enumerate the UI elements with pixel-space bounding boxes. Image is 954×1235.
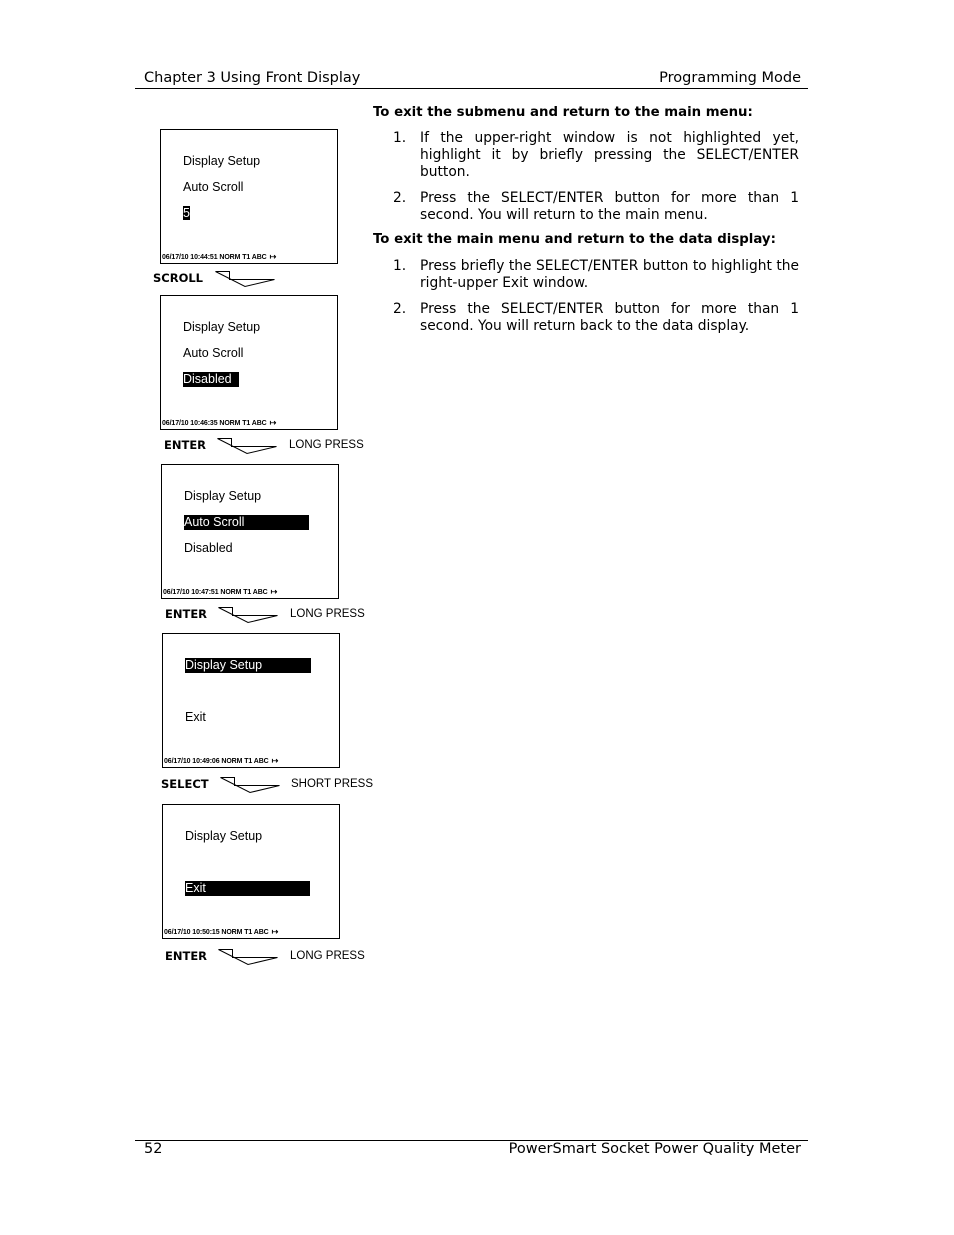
arrow-right-icon: ↦ <box>270 587 278 596</box>
arrow-right-icon: ↦ <box>271 927 279 936</box>
status-bar <box>162 252 276 261</box>
screen-line-2: Auto Scroll <box>184 515 309 530</box>
arrow-right-icon: ↦ <box>271 756 279 765</box>
press-type-label: SHORT PRESS <box>291 778 374 790</box>
screen-line-1: Display Setup <box>184 489 262 503</box>
arrow-right-icon: ↦ <box>269 418 277 427</box>
status-bar <box>164 927 278 936</box>
screen-line-3: Exit <box>185 881 310 896</box>
footer-title: PowerSmart Socket Power Quality Meter <box>508 1141 801 1157</box>
arrow-down-icon <box>218 606 278 624</box>
screen-line-1: Display Setup <box>183 154 261 168</box>
sub-exit-heading: To exit the submenu and return to the main menu: <box>373 105 753 120</box>
screen-line-2: Auto Scroll <box>183 180 244 194</box>
status-bar <box>162 418 276 427</box>
status-bar <box>163 587 277 596</box>
screen-line-1: Display Setup <box>185 658 311 673</box>
step-number: 1. <box>393 258 407 274</box>
lcd-screen-2 <box>160 295 338 430</box>
arrow-down-icon <box>218 948 278 966</box>
lcd-screen-4 <box>162 633 340 768</box>
lcd-screen-3 <box>161 464 339 599</box>
step-text: If the upper-right window is not highlighted yet, highlight it by briefly pressing the SELECT/ENTER button. <box>420 130 799 180</box>
list-item <box>373 301 799 335</box>
status-text: 06/17/10 10:50:15 NORM T1 ABC <box>164 929 269 936</box>
main-exit-steps <box>373 258 799 344</box>
button-label-enter: ENTER <box>165 607 208 621</box>
header-rule <box>135 88 808 89</box>
status-text: 06/17/10 10:46:35 NORM T1 ABC <box>162 420 267 427</box>
header-chapter: Chapter 3 Using Front Display <box>144 70 361 86</box>
header-section: Programming Mode <box>659 70 801 86</box>
step-text: Press the SELECT/ENTER button for more than 1 second. You will return back to the data display. <box>420 301 799 334</box>
step-number: 1. <box>393 130 407 146</box>
button-label-enter: ENTER <box>164 438 207 452</box>
button-label-scroll: SCROLL <box>153 271 204 285</box>
list-item <box>373 258 799 292</box>
step-text: Press the SELECT/ENTER button for more than 1 second. You will return to the main menu. <box>420 190 799 223</box>
lcd-screen-5 <box>162 804 340 939</box>
screen-line-3: Disabled <box>183 372 239 387</box>
main-exit-heading: To exit the main menu and return to the data display: <box>373 232 776 247</box>
screen-line-2: Auto Scroll <box>183 346 244 360</box>
button-label-select: SELECT <box>161 777 209 791</box>
step-text: Press briefly the SELECT/ENTER button to highlight the right-upper Exit window. <box>420 258 799 291</box>
press-type-label: LONG PRESS <box>289 439 364 451</box>
button-label-enter: ENTER <box>165 949 208 963</box>
list-item <box>373 190 799 224</box>
status-text: 06/17/10 10:47:51 NORM T1 ABC <box>163 589 268 596</box>
arrow-down-icon <box>217 437 277 455</box>
step-number: 2. <box>393 301 407 317</box>
screen-line-3: 5 <box>183 206 190 220</box>
sub-exit-steps <box>373 130 799 233</box>
arrow-down-icon <box>215 270 275 288</box>
screen-line-3: Exit <box>185 710 206 724</box>
screen-line-1: Display Setup <box>183 320 261 334</box>
status-text: 06/17/10 10:49:06 NORM T1 ABC <box>164 758 269 765</box>
press-type-label: LONG PRESS <box>290 950 365 962</box>
page-number: 52 <box>144 1141 163 1157</box>
status-text: 06/17/10 10:44:51 NORM T1 ABC <box>162 254 267 261</box>
arrow-right-icon: ↦ <box>269 252 277 261</box>
screen-line-3: Disabled <box>184 541 233 555</box>
lcd-screen-1 <box>160 129 338 264</box>
step-number: 2. <box>393 190 407 206</box>
press-type-label: LONG PRESS <box>290 608 365 620</box>
arrow-down-icon <box>220 776 280 794</box>
list-item <box>373 130 799 181</box>
screen-line-1: Display Setup <box>185 829 263 843</box>
status-bar <box>164 756 278 765</box>
